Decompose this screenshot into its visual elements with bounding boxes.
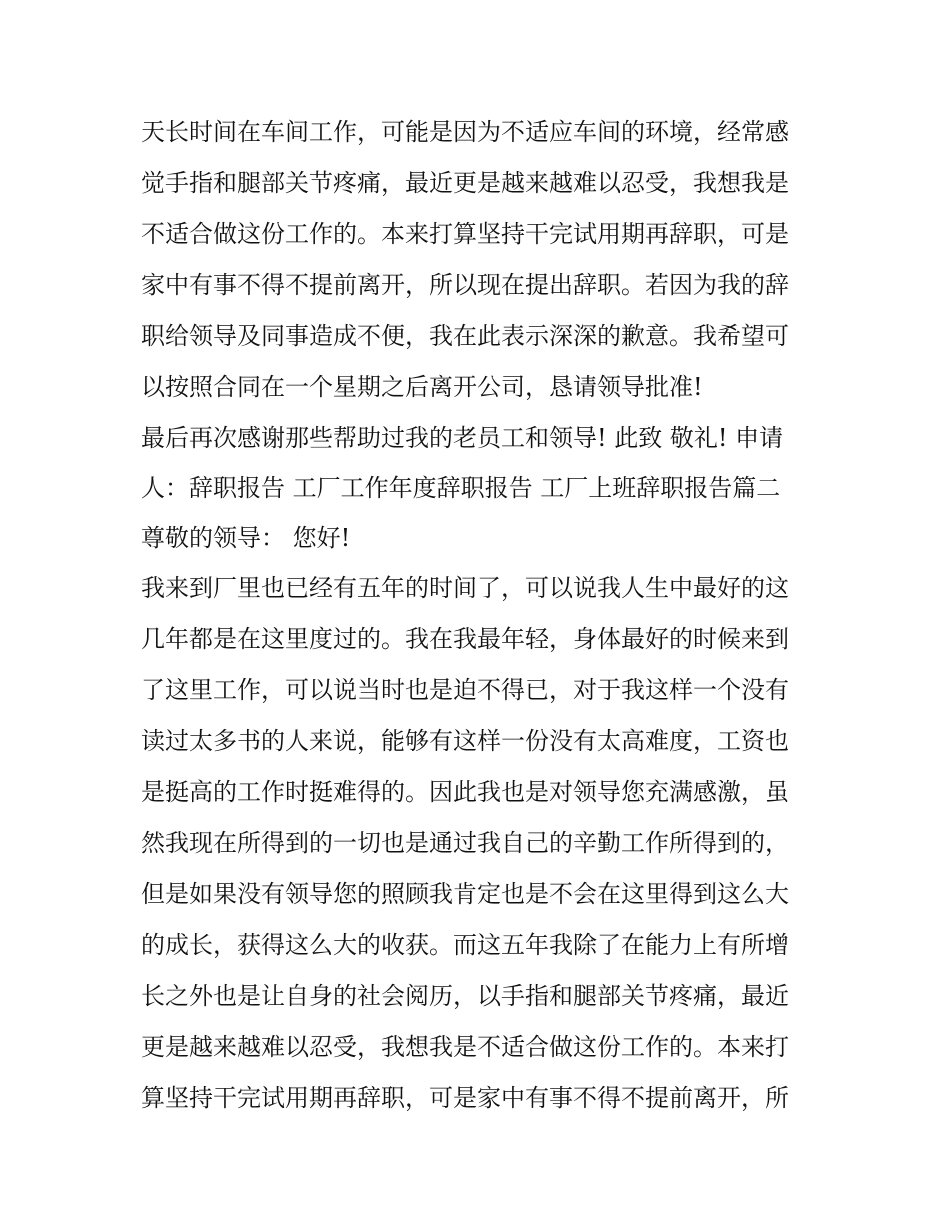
text-line-7: 最后再次感谢那些帮助过我的老员工和领导! 此致 敬礼! 申请 [141,424,784,452]
body-text [141,107,821,1124]
text-line-12: 了这里工作，可以说当时也是迫不得已，对于我这样一个没有 [141,676,789,704]
text-line-16: 但是如果没有领导您的照顾我肯定也是不会在这里得到这么大 [141,880,789,908]
text-line-1: 天长时间在车间工作，可能是因为不适应车间的环境，经常感 [141,118,789,146]
text-line-5: 职给领导及同事造成不便，我在此表示深深的歉意。我希望可 [141,322,789,350]
text-line-17: 的成长，获得这么大的收获。而这五年我除了在能力上有所增 [141,931,789,959]
text-line-11: 几年都是在这里度过的。我在我最年轻，身体最好的时候来到 [141,625,789,653]
text-line-18: 长之外也是让自身的社会阅历，以手指和腿部关节疼痛，最近 [141,982,789,1010]
text-line-15: 然我现在所得到的一切也是通过我自己的辛勤工作所得到的， [141,829,789,857]
text-line-6: 以按照合同在一个星期之后离开公司，恳请领导批准! [141,373,703,401]
text-line-3: 不适合做这份工作的。本来打算坚持干完试用期再辞职，可是 [141,220,789,248]
text-line-13: 读过太多书的人来说，能够有这样一份没有太高难度，工资也 [141,727,789,755]
text-line-9: 尊敬的领导： 您好! [141,524,351,552]
text-line-8: 人：辞职报告 工厂工作年度辞职报告 工厂上班辞职报告篇二 [141,474,781,502]
text-line-10: 我来到厂里也已经有五年的时间了，可以说我人生中最好的这 [141,574,789,602]
text-line-4: 家中有事不得不提前离开，所以现在提出辞职。若因为我的辞 [141,271,789,299]
text-line-14: 是挺高的工作时挺难得的。因此我也是对领导您充满感激，虽 [141,778,789,806]
text-line-2: 觉手指和腿部关节疼痛，最近更是越来越难以忍受，我想我是 [141,169,789,197]
text-line-20: 算坚持干完试用期再辞职，可是家中有事不得不提前离开，所 [141,1084,789,1112]
text-line-19: 更是越来越难以忍受，我想我是不适合做这份工作的。本来打 [141,1033,789,1061]
